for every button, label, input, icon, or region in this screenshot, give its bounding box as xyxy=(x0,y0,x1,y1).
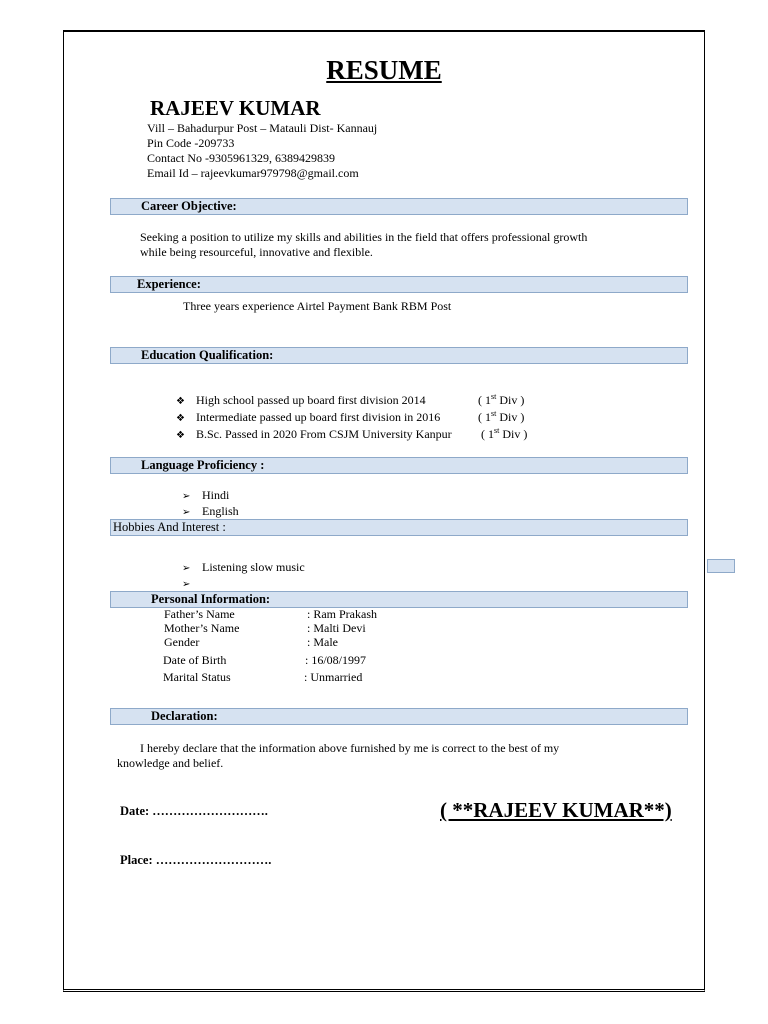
hobby-item-text: Listening slow music xyxy=(202,560,305,574)
personal-value: : Male xyxy=(307,635,338,649)
personal-label: Date of Birth xyxy=(163,653,227,667)
declaration-bar xyxy=(110,708,688,725)
personal-info-bar xyxy=(110,591,688,608)
candidate-name: RAJEEV KUMAR xyxy=(150,96,321,120)
experience-heading: Experience: xyxy=(137,277,201,291)
declaration-heading: Declaration: xyxy=(151,709,218,723)
date-field: Date: ………………………. xyxy=(120,804,268,818)
declaration-line-2: knowledge and belief. xyxy=(117,756,224,770)
contact-pin: Pin Code -209733 xyxy=(147,136,235,150)
language-bar xyxy=(110,457,688,474)
education-item-text: B.Sc. Passed in 2020 From CSJM University Kanpur xyxy=(196,427,452,441)
career-objective-heading: Career Objective: xyxy=(141,199,237,213)
personal-value: : Unmarried xyxy=(304,670,363,684)
personal-label: Gender xyxy=(164,635,200,649)
language-heading: Language Proficiency : xyxy=(141,458,265,472)
education-bar xyxy=(110,347,688,364)
diamond-bullet-icon: ❖ xyxy=(176,396,185,407)
education-item-text: High school passed up board first division 2014 xyxy=(196,393,426,407)
arrow-bullet-icon: ➢ xyxy=(182,563,191,574)
personal-value: : Ram Prakash xyxy=(307,607,377,621)
declaration-line-1: I hereby declare that the information above furnished by me is correct to the best of my xyxy=(140,741,560,755)
language-item-text: English xyxy=(202,504,239,518)
resume-title: RESUME xyxy=(326,55,442,85)
career-objective-line-1: Seeking a position to utilize my skills and abilities in the field that offers professional growth xyxy=(140,230,588,244)
contact-email: Email Id – rajeevkumar979798@gmail.com xyxy=(147,166,359,180)
education-item-division: ( 1st Div ) xyxy=(481,426,528,441)
hobbies-bar xyxy=(110,519,688,536)
arrow-bullet-icon: ➢ xyxy=(182,491,191,502)
hobbies-heading: Hobbies And Interest : xyxy=(113,520,226,534)
career-objective-line-2: while being resourceful, innovative and flexible. xyxy=(140,245,373,259)
education-item-text: Intermediate passed up board first division in 2016 xyxy=(196,410,441,424)
personal-info-heading: Personal Information: xyxy=(151,592,271,606)
arrow-bullet-icon: ➢ xyxy=(182,579,191,590)
education-item xyxy=(176,426,452,444)
diamond-bullet-icon: ❖ xyxy=(176,430,185,441)
personal-value: : 16/08/1997 xyxy=(305,653,367,667)
contact-address: Vill – Bahadurpur Post – Matauli Dist- Kannauj xyxy=(147,121,378,135)
stray-shape xyxy=(707,559,735,573)
education-item xyxy=(176,392,426,410)
language-item-text: Hindi xyxy=(202,488,230,502)
personal-label: Mother’s Name xyxy=(164,621,240,635)
contact-phone: Contact No -9305961329, 6389429839 xyxy=(147,151,335,165)
education-item-division: ( 1st Div ) xyxy=(478,392,525,407)
personal-label: Marital Status xyxy=(163,670,231,684)
education-item xyxy=(176,409,440,427)
experience-text: Three years experience Airtel Payment Bank RBM Post xyxy=(183,299,452,313)
diamond-bullet-icon: ❖ xyxy=(176,413,185,424)
arrow-bullet-icon: ➢ xyxy=(182,507,191,518)
career-objective-bar xyxy=(110,198,688,215)
place-field: Place: ………………………. xyxy=(120,853,272,867)
education-item-division: ( 1st Div ) xyxy=(478,409,525,424)
signature: ( **RAJEEV KUMAR**) xyxy=(440,798,672,822)
personal-label: Father’s Name xyxy=(164,607,235,621)
personal-value: : Malti Devi xyxy=(307,621,366,635)
experience-bar xyxy=(110,276,688,293)
education-heading: Education Qualification: xyxy=(141,348,274,362)
